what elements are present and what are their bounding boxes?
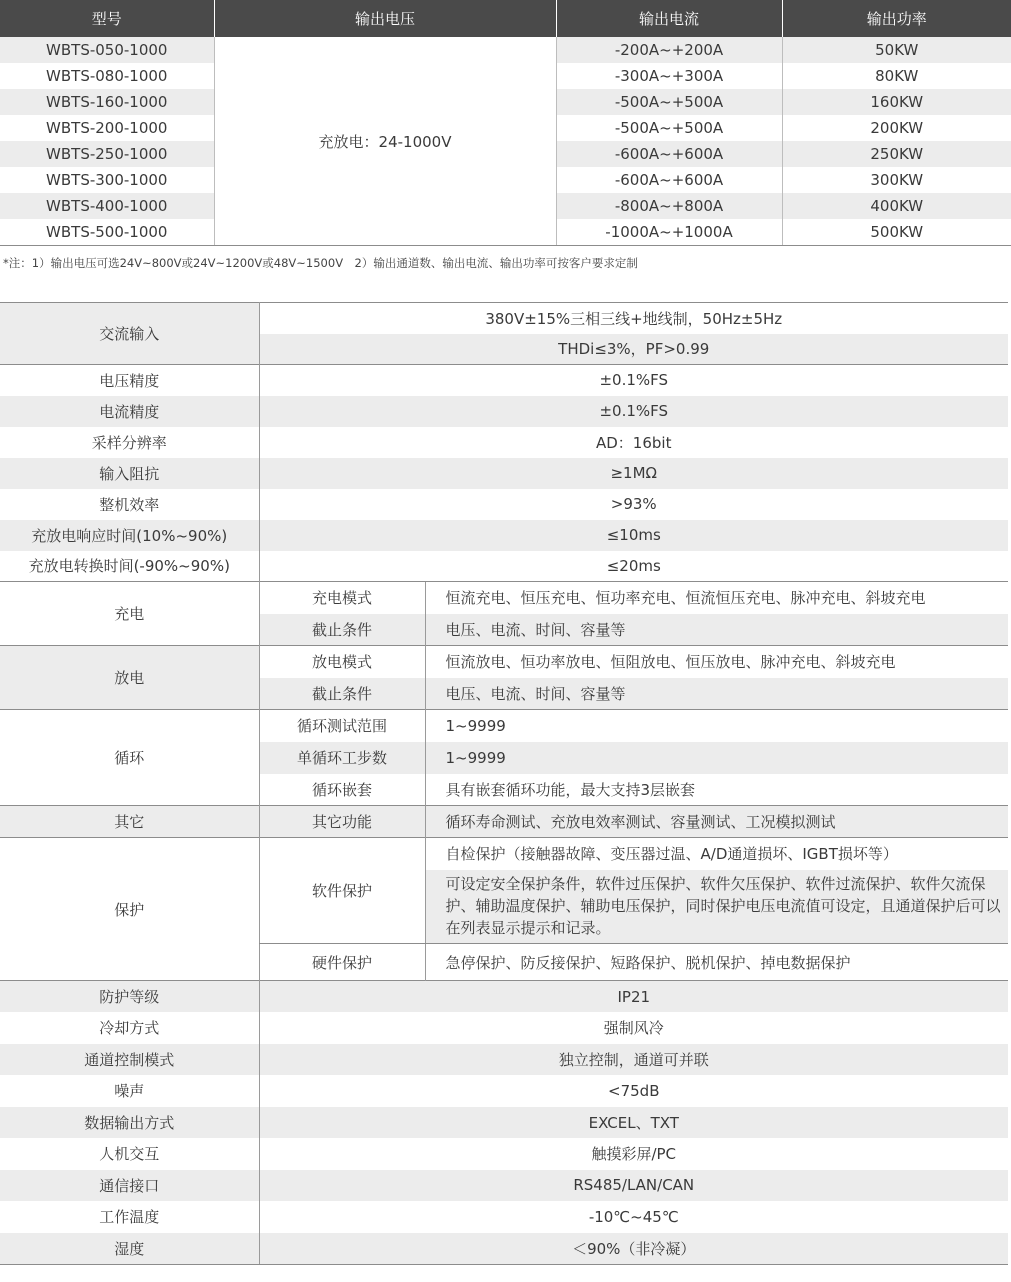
model-cell: WBTS-400-1000 xyxy=(0,193,214,219)
spec-label: 交流输入 xyxy=(0,303,259,365)
voltage-cell: 充放电：24-1000V xyxy=(214,37,556,246)
model-cell: WBTS-250-1000 xyxy=(0,141,214,167)
spec-label: 湿度 xyxy=(0,1233,259,1265)
header-current: 输出电流 xyxy=(556,0,782,37)
current-cell: -500A~+500A xyxy=(556,89,782,115)
spec-row xyxy=(0,1012,1008,1044)
current-cell: -200A~+200A xyxy=(556,37,782,63)
spec-row xyxy=(0,981,1008,1013)
spec-row xyxy=(0,1201,1008,1233)
spec-value: 恒流放电、恒功率放电、恒阻放电、恒压放电、脉冲充电、斜坡充电 xyxy=(425,646,1008,678)
spec-row xyxy=(0,1170,1008,1202)
spec-row-ac-input xyxy=(0,303,1008,334)
spec-sub-label: 循环测试范围 xyxy=(259,710,425,742)
spec-row xyxy=(0,365,1008,396)
spec-label: 输入阻抗 xyxy=(0,458,259,489)
model-cell: WBTS-050-1000 xyxy=(0,37,214,63)
spec-value: AD：16bit xyxy=(259,427,1008,458)
spec-row xyxy=(0,551,1008,582)
power-cell: 300KW xyxy=(782,167,1011,193)
spec-sub-label: 循环嵌套 xyxy=(259,774,425,806)
spec-value: THDi≤3%，PF>0.99 xyxy=(259,334,1008,365)
spec-value: >93% xyxy=(259,489,1008,520)
models-table xyxy=(0,0,1011,246)
spec-value: 触摸彩屏/PC xyxy=(259,1138,1008,1170)
spec-label: 人机交互 xyxy=(99,1145,160,1164)
model-cell: WBTS-160-1000 xyxy=(0,89,214,115)
spec-label: 通信接口 xyxy=(0,1170,259,1202)
spec-value: -10℃~45℃ xyxy=(259,1201,1008,1233)
spec-value: ±0.1%FS xyxy=(259,396,1008,427)
spec-value: 1~9999 xyxy=(425,710,1008,742)
spec-row-discharge xyxy=(0,646,1008,678)
spec-sub-label: 截止条件 xyxy=(259,614,425,646)
spec-row-protection xyxy=(0,838,1008,870)
spec-value: <75dB xyxy=(259,1075,1008,1107)
spec-label: 噪声 xyxy=(114,1082,145,1101)
spec-value: ＜90%（非冷凝） xyxy=(259,1233,1008,1265)
spec-row-charge xyxy=(0,582,1008,614)
spec-row-cycle xyxy=(0,710,1008,742)
spec-value: 恒流充电、恒压充电、恒功率充电、恒流恒压充电、脉冲充电、斜坡充电 xyxy=(425,582,1008,614)
spec-value: 急停保护、防反接保护、短路保护、脱机保护、掉电数据保护 xyxy=(425,944,1008,981)
spec-sub-label: 放电模式 xyxy=(259,646,425,678)
spec-value: ≥1MΩ xyxy=(259,458,1008,489)
current-cell: -600A~+600A xyxy=(556,167,782,193)
spec-label: 其它 xyxy=(0,806,259,838)
power-cell: 500KW xyxy=(782,219,1011,246)
spec-value: ≤10ms xyxy=(259,520,1008,551)
spec-row xyxy=(0,1075,1008,1107)
model-cell: WBTS-080-1000 xyxy=(46,67,168,85)
spec-label: 电流精度 xyxy=(0,396,259,427)
spec-value: 循环寿命测试、充放电效率测试、容量测试、工况模拟测试 xyxy=(425,806,1008,838)
power-cell: 400KW xyxy=(782,193,1011,219)
spec-value: IP21 xyxy=(259,981,1008,1013)
spec-value: 1~9999 xyxy=(425,742,1008,774)
model-cell: WBTS-200-1000 xyxy=(46,119,168,137)
spec-label: 充放电响应时间(10%~90%) xyxy=(0,520,259,551)
spec-label: 循环 xyxy=(0,710,259,806)
spec-row xyxy=(0,458,1008,489)
current-cell: -600A~+600A xyxy=(556,141,782,167)
spec-value: 可设定安全保护条件，软件过压保护、软件欠压保护、软件过流保护、软件欠流保护、辅助温度保护、辅助电压保护，同时保护电压电流值可设定，且通道保护后可以在列表显示提示和记录。 xyxy=(425,870,1008,944)
spec-value: RS485/LAN/CAN xyxy=(259,1170,1008,1202)
spec-value: ±0.1%FS xyxy=(259,365,1008,396)
spec-label: 采样分辨率 xyxy=(91,433,167,452)
model-cell: WBTS-500-1000 xyxy=(0,219,214,246)
table-row xyxy=(0,37,1011,63)
spec-label: 充电 xyxy=(0,582,259,646)
current-cell: -800A~+800A xyxy=(556,193,782,219)
spec-label: 放电 xyxy=(0,646,259,710)
spec-label: 充放电转换时间(-90%~90%) xyxy=(28,557,230,576)
spec-row xyxy=(0,396,1008,427)
power-cell: 160KW xyxy=(782,89,1011,115)
spec-row-other xyxy=(0,806,1008,838)
spec-label: 保护 xyxy=(0,838,259,981)
spec-sub-label: 其它功能 xyxy=(259,806,425,838)
spec-value: 380V±15%三相三线+地线制，50Hz±5Hz xyxy=(259,303,1008,334)
spec-sub-label: 硬件保护 xyxy=(259,944,425,981)
spec-value: ≤20ms xyxy=(259,551,1008,582)
spec-label: 电压精度 xyxy=(0,365,259,396)
spec-sub-label: 软件保护 xyxy=(259,838,425,944)
current-cell: -300A~+300A xyxy=(556,63,782,89)
spec-row xyxy=(0,520,1008,551)
spec-value: 电压、电流、时间、容量等 xyxy=(425,614,1008,646)
spec-value: EXCEL、TXT xyxy=(259,1107,1008,1139)
spec-sub-label: 充电模式 xyxy=(259,582,425,614)
current-cell: -1000A~+1000A xyxy=(556,219,782,246)
model-cell: WBTS-300-1000 xyxy=(46,171,168,189)
models-header-row xyxy=(0,0,1011,37)
spec-value: 自检保护（接触器故障、变压器过温、A/D通道损坏、IGBT损坏等） xyxy=(425,838,1008,870)
spec-row xyxy=(0,489,1008,520)
power-cell: 80KW xyxy=(782,63,1011,89)
spec-value: 强制风冷 xyxy=(259,1012,1008,1044)
header-power: 输出功率 xyxy=(782,0,1011,37)
spec-value: 电压、电流、时间、容量等 xyxy=(425,678,1008,710)
power-cell: 200KW xyxy=(782,115,1011,141)
spec-value: 具有嵌套循环功能，最大支持3层嵌套 xyxy=(425,774,1008,806)
spec-row xyxy=(0,1044,1008,1076)
spec-sub-label: 截止条件 xyxy=(259,678,425,710)
spec-label: 工作温度 xyxy=(99,1208,160,1227)
footnote: *注：1）输出电压可选24V~800V或24V~1200V或48V~1500V 2）输出通道数、输出电流、输出功率可按客户要求定制 xyxy=(3,256,638,270)
spec-label: 防护等级 xyxy=(0,981,259,1013)
spec-label: 冷却方式 xyxy=(99,1019,160,1038)
spec-row xyxy=(0,1233,1008,1265)
header-voltage: 输出电压 xyxy=(214,0,556,37)
power-cell: 250KW xyxy=(782,141,1011,167)
header-model: 型号 xyxy=(0,0,214,37)
spec-table xyxy=(0,302,1008,1265)
spec-label: 数据输出方式 xyxy=(0,1107,259,1139)
spec-label: 整机效率 xyxy=(99,495,160,514)
spec-row xyxy=(0,1107,1008,1139)
power-cell: 50KW xyxy=(782,37,1011,63)
spec-sub-label: 单循环工步数 xyxy=(259,742,425,774)
current-cell: -500A~+500A xyxy=(556,115,782,141)
spec-row xyxy=(0,1138,1008,1170)
spec-row xyxy=(0,427,1008,458)
spec-label: 通道控制模式 xyxy=(0,1044,259,1076)
spec-value: 独立控制，通道可并联 xyxy=(259,1044,1008,1076)
